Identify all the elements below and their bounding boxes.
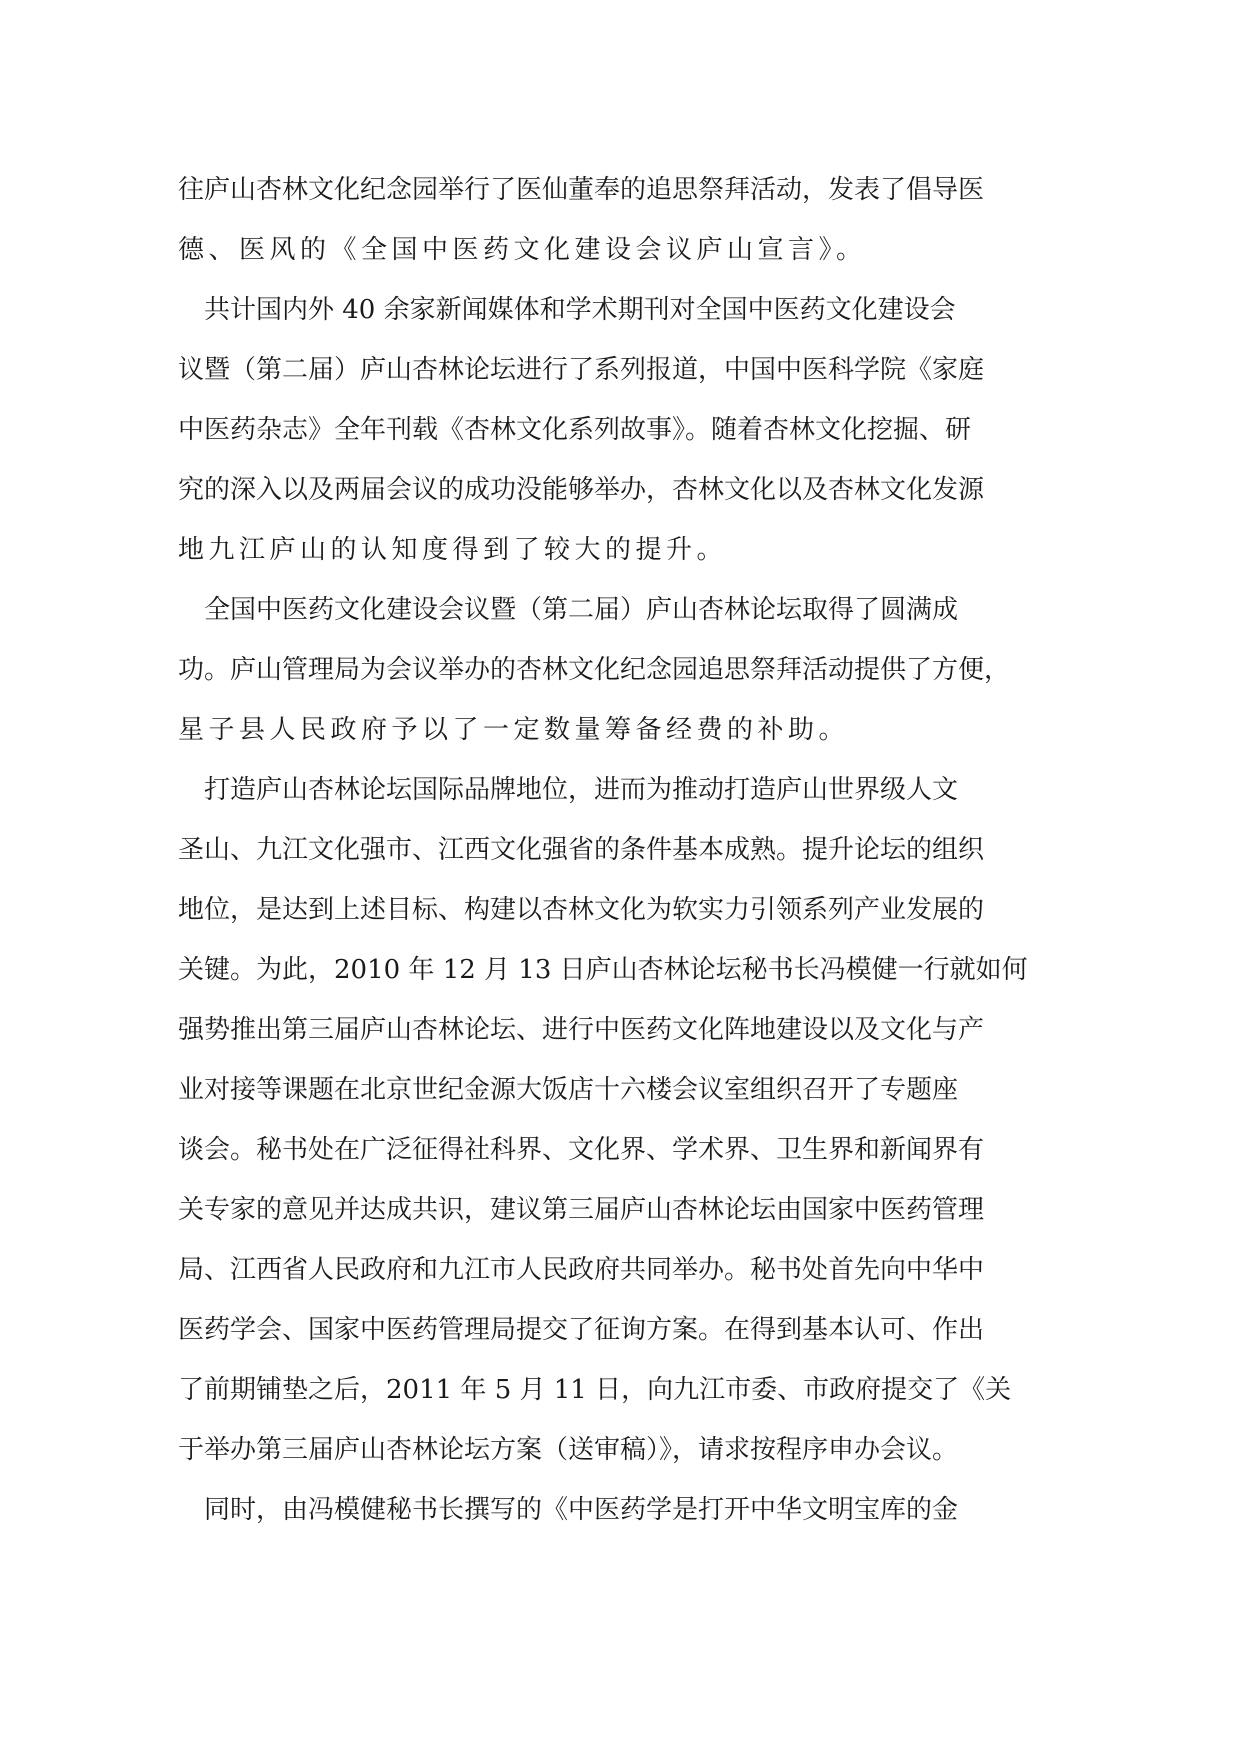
text-line: 地九江庐山的认知度得到了较大的提升。: [178, 535, 728, 565]
text-line: 医药学会、国家中医药管理局提交了征询方案。在得到基本认可、作出: [178, 1315, 985, 1345]
text-line: 圣山、九江文化强市、江西文化强省的条件基本成熟。提升论坛的组织: [178, 835, 985, 865]
text-line: 功。庐山管理局为会议举办的杏林文化纪念园追思祭拜活动提供了方便，: [178, 655, 1011, 685]
text-line: 星子县人民政府予以了一定数量筹备经费的补助。: [178, 715, 850, 745]
text-line: 同时，由冯模健秘书长撰写的《中医药学是打开中华文明宝库的金: [178, 1495, 959, 1525]
text-line: 德、医风的《全国中医药文化建设会议庐山宣言》。: [178, 235, 867, 265]
text-line: 打造庐山杏林论坛国际品牌地位，进而为推动打造庐山世界级人文: [178, 775, 959, 805]
text-line: 地位，是达到上述目标、构建以杏林文化为软实力引领系列产业发展的: [178, 895, 985, 925]
text-line: 业对接等课题在北京世纪金源大饭店十六楼会议室组织召开了专题座: [178, 1075, 959, 1105]
text-line: 共计国内外 40 余家新闻媒体和学术期刊对全国中医药文化建设会: [178, 295, 956, 325]
text-line: 全国中医药文化建设会议暨（第二届）庐山杏林论坛取得了圆满成: [178, 595, 959, 625]
text-line: 关专家的意见并达成共识，建议第三届庐山杏林论坛由国家中医药管理: [178, 1195, 985, 1225]
text-line: 谈会。秘书处在广泛征得社科界、文化界、学术界、卫生界和新闻界有: [178, 1135, 985, 1165]
text-line: 强势推出第三届庐山杏林论坛、进行中医药文化阵地建设以及文化与产: [178, 1015, 985, 1045]
text-line: 局、江西省人民政府和九江市人民政府共同举办。秘书处首先向中华中: [178, 1255, 985, 1285]
text-line: 于举办第三届庐山杏林论坛方案（送审稿）》，请求按程序申办会议。: [178, 1435, 959, 1465]
text-line: 往庐山杏林文化纪念园举行了医仙董奉的追思祭拜活动，发表了倡导医: [178, 175, 985, 205]
text-line: 议暨（第二届）庐山杏林论坛进行了系列报道，中国中医科学院《家庭: [178, 355, 985, 385]
text-line: 究的深入以及两届会议的成功没能够举办，杏林文化以及杏林文化发源: [178, 475, 985, 505]
text-line: 了前期铺垫之后，2011 年 5 月 11 日，向九江市委、市政府提交了《关: [178, 1375, 1012, 1405]
text-line: 关键。为此，2010 年 12 月 13 日庐山杏林论坛秘书长冯模健一行就如何: [178, 955, 1028, 985]
body-text: [178, 160, 1078, 1540]
text-line: 中医药杂志》全年刊载《杏林文化系列故事》。随着杏林文化挖掘、研: [178, 415, 972, 445]
